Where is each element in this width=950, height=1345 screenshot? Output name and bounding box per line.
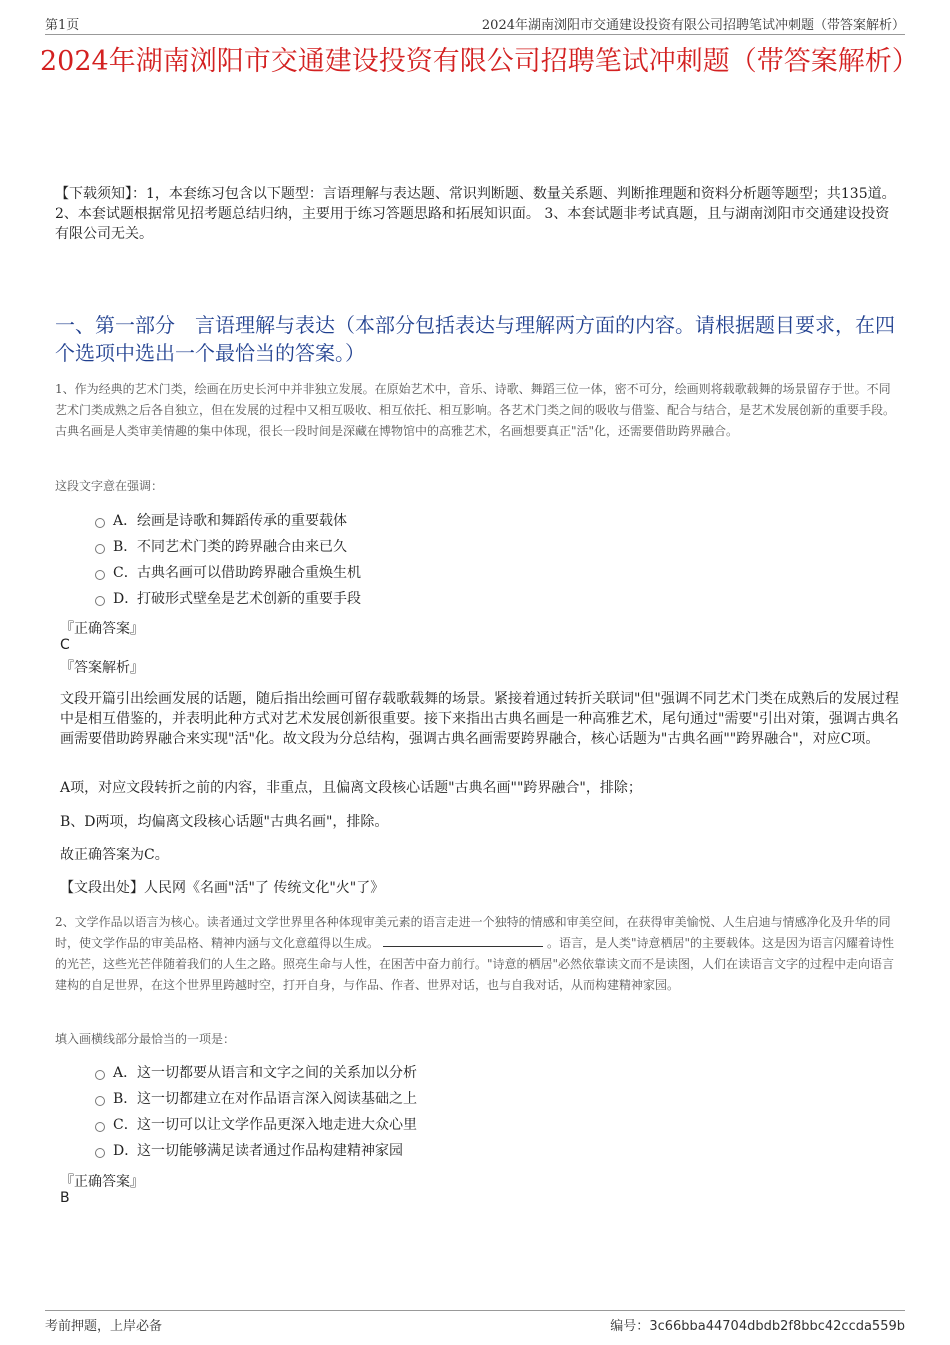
question-1-text: 1、作为经典的艺术门类，绘画在历史长河中并非独立发展。在原始艺术中，音乐、诗歌、舞蹈三位一体，密不可分，绘画则将载歌载舞的场景留存于世。不同艺术门类成熟之后各自独立，但在发展的过程中又相互吸收、相互依托、相互影响。各艺术门类之间的吸收与借鉴、配合与结合，是艺术发展创新的重要手段。古典名画是人类审美情趣的集中体现，很长一段时间是深藏在博物馆中的高雅艺术，名画想要真正"活"化，还需要借助跨界融合。 bbox=[55, 382, 896, 438]
question-2-text-after: 。语言，是人类"诗意栖居"的主要载体。这是因为语言闪耀着诗性的光芒，这些光芒伴随着我们的人生之路。照亮生命与人性，在困苦中奋力前行。"诗意的栖居"必然依靠读文而不是读图，人们在读语言文字的过程中走向语言建构的自足世界，在这个世界里跨越时空，打开自身，与作品、作者、世界对话，也与自我对话，从而构建精神家园。 bbox=[55, 936, 895, 992]
source-citation: 【文段出处】人民网《名画"活"了 传统文化"火"了》 bbox=[60, 880, 385, 896]
question-1-option-c[interactable] bbox=[95, 562, 361, 584]
option-letter: D． bbox=[113, 591, 139, 607]
question-2-option-b[interactable] bbox=[95, 1088, 417, 1110]
option-text: 这一切都要从语言和文字之间的关系加以分析 bbox=[137, 1065, 417, 1081]
radio-icon[interactable] bbox=[95, 544, 105, 554]
download-notice: 【下载须知】：1，本套练习包含以下题型：言语理解与表达题、常识判断题、数量关系题、判断推理题和资料分析题等题型；共135道。 2、本套试题根据常见招考题总结归纳，主要用于练习答题思路和拓展知识面。 3、本套试题非考试真题，且与湖南浏阳市交通建设投资有限公司无关。 bbox=[55, 186, 896, 242]
analysis-paragraph: A项，对应文段转折之前的内容，非重点，且偏离文段核心话题"古典名画""跨界融合"，排除； bbox=[60, 780, 642, 796]
header-doc-name: 2024年湖南浏阳市交通建设投资有限公司招聘笔试冲刺题（带答案解析） bbox=[481, 18, 905, 33]
page-number: 第1页 bbox=[45, 18, 80, 33]
fill-blank bbox=[383, 934, 543, 947]
radio-icon[interactable] bbox=[95, 518, 105, 528]
question-2-option-a[interactable] bbox=[95, 1062, 417, 1084]
page-header bbox=[45, 12, 905, 35]
option-letter: B． bbox=[113, 539, 138, 555]
option-text: 这一切都建立在对作品语言深入阅读基础之上 bbox=[137, 1091, 417, 1107]
question-2-prompt: 填入画横线部分最恰当的一项是： bbox=[55, 1032, 236, 1046]
question-2-option-c[interactable] bbox=[95, 1114, 417, 1136]
radio-icon[interactable] bbox=[95, 1148, 105, 1158]
option-text: 这一切可以让文学作品更深入地走进大众心里 bbox=[137, 1117, 417, 1133]
document-title: 2024年湖南浏阳市交通建设投资有限公司招聘笔试冲刺题（带答案解析） bbox=[40, 46, 919, 77]
option-text: 这一切能够满足读者通过作品构建精神家园 bbox=[137, 1143, 403, 1159]
option-text: 打破形式壁垒是艺术创新的重要手段 bbox=[137, 591, 361, 607]
question-1-option-d[interactable] bbox=[95, 588, 361, 610]
page-footer bbox=[45, 1310, 905, 1334]
option-text: 绘画是诗歌和舞蹈传承的重要载体 bbox=[137, 513, 347, 529]
radio-icon[interactable] bbox=[95, 570, 105, 580]
correct-answer: C bbox=[60, 637, 70, 653]
question-1-option-b[interactable] bbox=[95, 536, 347, 558]
option-letter: D． bbox=[113, 1143, 139, 1159]
option-text: 不同艺术门类的跨界融合由来已久 bbox=[137, 539, 347, 555]
question-1-prompt: 这段文字意在强调： bbox=[55, 479, 164, 493]
analysis-label: 『答案解析』 bbox=[60, 660, 144, 676]
question-1-option-a[interactable] bbox=[95, 510, 347, 532]
footer-code-value: 3c66bba44704dbdb2f8bbc42ccda559b bbox=[649, 1319, 905, 1334]
footer-code bbox=[610, 1315, 905, 1334]
option-letter: B． bbox=[113, 1091, 138, 1107]
question-2-text bbox=[55, 912, 902, 996]
correct-answer: B bbox=[60, 1190, 70, 1206]
radio-icon[interactable] bbox=[95, 1122, 105, 1132]
option-letter: C． bbox=[113, 1117, 138, 1133]
option-letter: C． bbox=[113, 565, 138, 581]
radio-icon[interactable] bbox=[95, 1096, 105, 1106]
option-letter: A． bbox=[113, 1065, 138, 1081]
radio-icon[interactable] bbox=[95, 596, 105, 606]
answer-label: 『正确答案』 bbox=[60, 1174, 144, 1190]
question-2-option-d[interactable] bbox=[95, 1140, 403, 1162]
section-heading: 一、第一部分 言语理解与表达（本部分包括表达与理解两方面的内容。请根据题目要求，在四个选项中选出一个最恰当的答案。） bbox=[55, 313, 895, 365]
radio-icon[interactable] bbox=[95, 1070, 105, 1080]
option-text: 古典名画可以借助跨界融合重焕生机 bbox=[137, 565, 361, 581]
footer-slogan: 考前押题，上岸必备 bbox=[45, 1319, 163, 1334]
answer-label: 『正确答案』 bbox=[60, 621, 144, 637]
analysis-paragraph: 故正确答案为C。 bbox=[60, 847, 169, 863]
option-letter: A． bbox=[113, 513, 138, 529]
analysis-paragraph: B、D两项，均偏离文段核心话题"古典名画"，排除。 bbox=[60, 814, 389, 830]
footer-code-label: 编号： bbox=[610, 1319, 650, 1334]
analysis-paragraph: 文段开篇引出绘画发展的话题，随后指出绘画可留存载歌载舞的场景。紧接着通过转折关联词"但"强调不同艺术门类在成熟后的发展过程中是相互借鉴的，并表明此种方式对艺术发展创新很重要。接下来指出古典名画是一种高雅艺术，尾句通过"需要"引出对策，强调古典名画需要借助跨界融合来实现"活"化。故文段为分总结构，强调古典名画需要跨界融合，核心话题为"古典名画""跨界融合"，对应C项。 bbox=[60, 691, 899, 747]
question-2-text-before: 2、文学作品以语言为核心。读者通过文学世界里各种体现审美元素的语言走进一个独特的情感和审美空间，在获得审美愉悦、人生启迪与情感净化及升华的同时，使文学作品的审美品格、精神内涵与文化意蕴得以生成。 bbox=[55, 915, 891, 950]
